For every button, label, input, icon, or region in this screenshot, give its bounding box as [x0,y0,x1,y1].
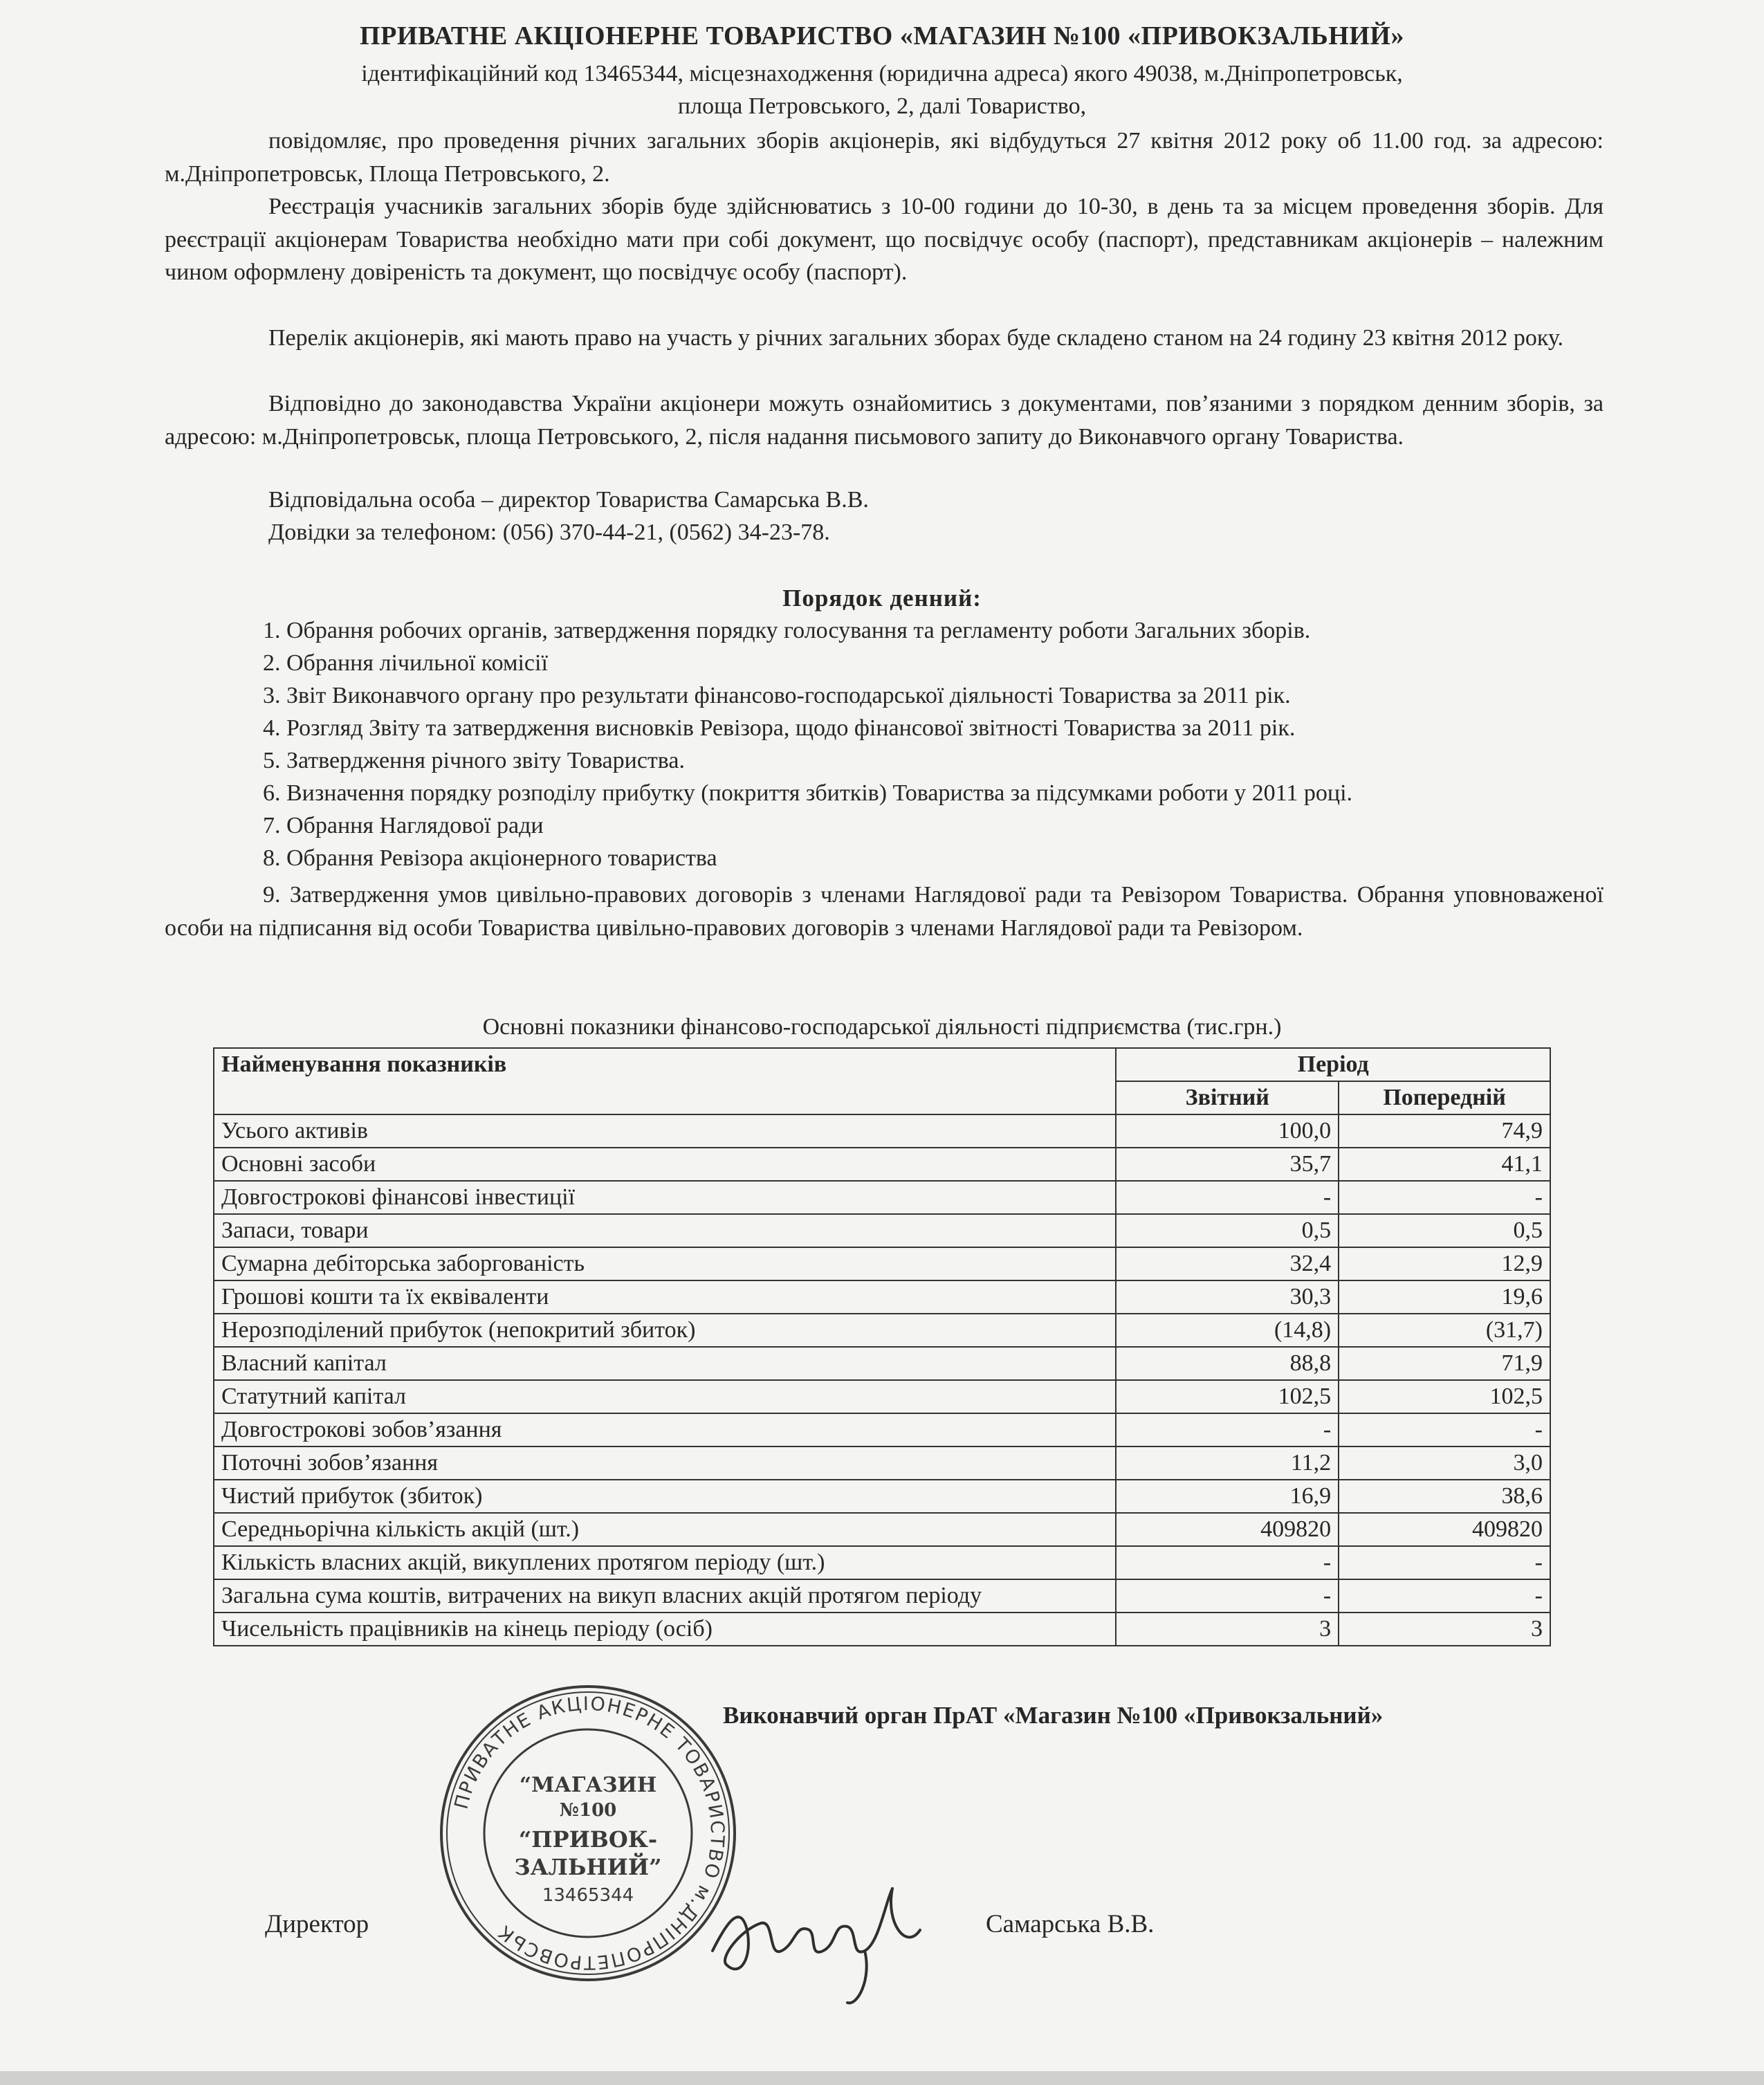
table-row [214,1480,1550,1513]
notice-paragraph-1 [165,125,1604,190]
current-value: 102,5 [1116,1380,1339,1413]
table-row [214,1413,1550,1446]
indicator-name: Середньорічна кількість акцій (шт.) [214,1513,1116,1546]
notice-paragraph-2 [165,190,1604,289]
agenda-item-6: 6. Визначення порядку розподілу прибутку (покриття збитків) Товариства за підсумками роботи у 2011 році. [263,780,1353,806]
current-value: - [1116,1413,1339,1446]
director-label: Директор [265,1910,369,1938]
indicator-name: Грошові кошти та їх еквіваленти [214,1280,1116,1314]
phone-info: Довідки за телефоном: (056) 370-44-21, (0562) 34-23-78. [268,520,830,545]
company-address-line: площа Петровського, 2, далі Товариство, [677,93,1087,119]
seal-outer-text: ПРИВАТНЕ АКЦІОНЕРНЕ ТОВАРИСТВО м.ДНІПРОПЕТРОВСЬК [450,1693,728,1974]
agenda-title: Порядок денний: [782,585,982,612]
agenda-item-3: 3. Звіт Виконавчого органу про результати фінансово-господарської діяльності Товариства за 2011 рік. [263,683,1291,708]
indicator-name: Нерозподілений прибуток (непокритий збиток) [214,1314,1116,1347]
indicator-name: Довгострокові фінансові інвестиції [214,1181,1116,1214]
seal-line-3: “ПРИВОК- [518,1826,658,1853]
agenda-item-8: 8. Обрання Ревізора акціонерного товариства [263,845,717,871]
notice-text-3: Перелік акціонерів, які мають право на участь у річних загальних зборах буде складено станом на 24 годину 23 квітня 2012 року. [268,325,1563,351]
responsible-person: Відповідальна особа – директор Товариства Самарська В.В. [268,487,869,513]
table-row [214,1114,1550,1148]
indicator-name: Сумарна дебіторська заборгованість [214,1247,1116,1280]
agenda-item-9 [165,879,1604,944]
current-value: 30,3 [1116,1280,1339,1314]
previous-value: - [1339,1181,1550,1214]
previous-value: - [1339,1546,1550,1579]
company-id-line: ідентифікаційний код 13465344, місцезнаходження (юридична адреса) якого 49038, м.Дніпропетровськ, [361,61,1403,86]
previous-value: 3,0 [1339,1446,1550,1480]
seal-line-1: “МАГАЗИН [519,1773,657,1797]
previous-value: (31,7) [1339,1314,1550,1347]
previous-value: 71,9 [1339,1347,1550,1380]
current-value: 32,4 [1116,1247,1339,1280]
table-row [214,1579,1550,1613]
indicator-name: Чисельність працівників на кінець періоду (осіб) [214,1613,1116,1646]
indicator-name: Запаси, товари [214,1214,1116,1247]
previous-value: 3 [1339,1613,1550,1646]
previous-value: - [1339,1579,1550,1613]
director-signature [699,1847,934,2013]
current-value: 409820 [1116,1513,1339,1546]
director-name: Самарська В.В. [986,1910,1155,1938]
column-header-name: Найменування показників [214,1048,1116,1114]
current-value: 3 [1116,1613,1339,1646]
current-value: (14,8) [1116,1314,1339,1347]
table-row [214,1247,1550,1280]
agenda-item-9-text: 9. Затвердження умов цивільно-правових договорів з членами Наглядової ради та Ревізором Товариства. Обрання уповноваженої особи на підписання від особи Товариства цивільно-правових договорів з членами Наглядової ради та Ревізором. [165,882,1604,941]
notice-paragraph-3 [165,322,1604,355]
table-row [214,1380,1550,1413]
indicator-name: Довгострокові зобов’язання [214,1413,1116,1446]
previous-value: 12,9 [1339,1247,1550,1280]
seal-code: 13465344 [542,1885,634,1906]
indicator-name: Чистий прибуток (збиток) [214,1480,1116,1513]
current-value: 35,7 [1116,1148,1339,1181]
current-value: - [1116,1181,1339,1214]
agenda-item-2: 2. Обрання лічильної комісії [263,650,548,676]
current-value: 16,9 [1116,1480,1339,1513]
notice-paragraph-4 [165,387,1604,453]
previous-value: 41,1 [1339,1148,1550,1181]
seal-line-2: №100 [559,1800,617,1821]
indicator-name: Усього активів [214,1114,1116,1148]
table-body [214,1114,1550,1646]
current-value: 88,8 [1116,1347,1339,1380]
current-value: - [1116,1546,1339,1579]
previous-value: 19,6 [1339,1280,1550,1314]
indicator-name: Загальна сума коштів, витрачених на викуп власних акцій протягом періоду [214,1579,1116,1613]
agenda-item-4: 4. Розгляд Звіту та затвердження висновків Ревізора, щодо фінансової звітності Товариства за 2011 рік. [263,715,1296,741]
indicator-name: Кількість власних акцій, викуплених протягом періоду (шт.) [214,1546,1116,1579]
previous-value: 38,6 [1339,1480,1550,1513]
company-seal [436,1681,740,1985]
table-row [214,1314,1550,1347]
previous-value: 74,9 [1339,1114,1550,1148]
executive-body-signature-line: Виконавчий орган ПрАТ «Магазин №100 «Привокзальний» [723,1702,1384,1729]
table-row [214,1181,1550,1214]
table-row [214,1546,1550,1579]
notice-text-2: Реєстрація учасників загальних зборів буде здійснюватись з 10-00 години до 10-30, в день та за місцем проведення зборів. Для реєстрації акціонерам Товариства необхідно мати при собі документ, що посвідчує особу (паспорт), представникам акціонерів – належним чином оформлену довіреність та документ, що посвідчує особу (паспорт). [165,194,1604,285]
company-title: ПРИВАТНЕ АКЦІОНЕРНЕ ТОВАРИСТВО «МАГАЗИН №100 «ПРИВОКЗАЛЬНИЙ» [360,21,1404,50]
previous-value: 102,5 [1339,1380,1550,1413]
table-row [214,1513,1550,1546]
table-row [214,1214,1550,1247]
notice-text-4: Відповідно до законодавства України акціонери можуть ознайомитись з документами, пов’язаними з порядком денним зборів, за адресою: м.Дніпропетровськ, площа Петровського, 2, після надання письмового запиту до Виконавчого органу Товариства. [165,391,1604,450]
indicator-name: Основні засоби [214,1148,1116,1181]
table-row [214,1347,1550,1380]
agenda-item-5: 5. Затвердження річного звіту Товариства. [263,748,685,773]
table-row [214,1148,1550,1181]
table-row [214,1280,1550,1314]
agenda-item-7: 7. Обрання Наглядової ради [263,813,544,838]
indicator-name: Статутний капітал [214,1380,1116,1413]
current-value: 11,2 [1116,1446,1339,1480]
previous-value: - [1339,1413,1550,1446]
column-header-current: Звітний [1116,1081,1339,1114]
table-row [214,1446,1550,1480]
indicator-name: Поточні зобов’язання [214,1446,1116,1480]
financial-indicators-table [213,1047,1551,1646]
indicator-name: Власний капітал [214,1347,1116,1380]
previous-value: 0,5 [1339,1214,1550,1247]
current-value: - [1116,1579,1339,1613]
notice-text-1: повідомляє, про проведення річних загальних зборів акціонерів, які відбудуться 27 квітня 2012 року об 11.00 год. за адресою: м.Дніпропетровськ, Площа Петровського, 2. [165,128,1604,187]
table-row [214,1613,1550,1646]
column-header-previous: Попередній [1339,1081,1550,1114]
seal-line-4: ЗАЛЬНИЙ” [514,1854,662,1880]
table-caption: Основні показники фінансово-господарської діяльності підприємства (тис.грн.) [482,1014,1282,1040]
agenda-item-1: 1. Обрання робочих органів, затвердження порядку голосування та регламенту роботи Загальних зборів. [263,618,1311,643]
scan-edge [0,2071,1764,2085]
previous-value: 409820 [1339,1513,1550,1546]
current-value: 100,0 [1116,1114,1339,1148]
current-value: 0,5 [1116,1214,1339,1247]
column-header-period: Період [1116,1048,1550,1081]
